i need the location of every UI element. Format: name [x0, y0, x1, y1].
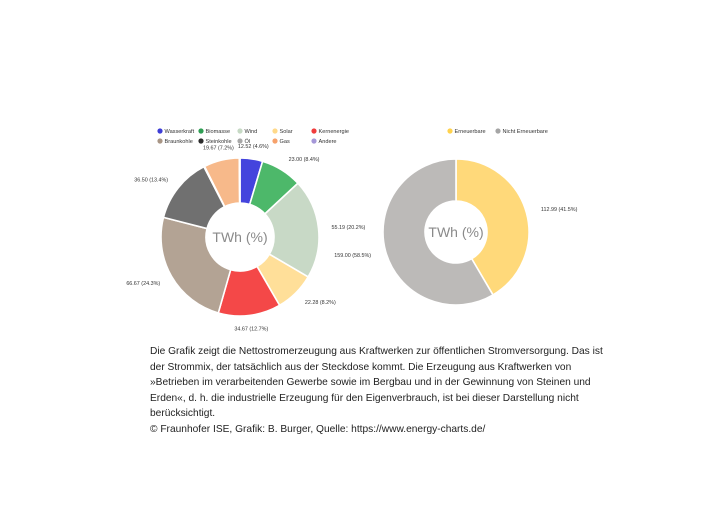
- data-label-nicht-erneuerbare: 159.00 (58.5%): [334, 253, 372, 260]
- legend-label: Solar: [279, 129, 293, 135]
- legend-item-biomasse[interactable]: [198, 128, 230, 135]
- legend-label: Braunkohle: [164, 139, 193, 145]
- chart-caption: [150, 344, 620, 438]
- caption-credit: © Fraunhofer ISE, Grafik: B. Burger, Quelle: https://www.energy-charts.de/: [150, 423, 486, 435]
- legend-item-gas[interactable]: [272, 138, 290, 145]
- legend-item-erneuerbare[interactable]: [447, 128, 485, 135]
- data-label-erneuerbare: 112.99 (41.5%): [540, 206, 578, 213]
- legend-marker: [311, 138, 316, 143]
- energy-mix-donut-chart: [126, 128, 365, 332]
- data-label-braunkohle: 66.67 (24.3%): [126, 280, 161, 287]
- legend-label: Gas: [279, 139, 290, 145]
- chart-legend: [157, 128, 349, 145]
- center-label: TWh (%): [212, 229, 268, 245]
- legend-marker: [272, 138, 277, 143]
- center-label: TWh (%): [428, 224, 484, 240]
- legend-label: Andere: [318, 139, 337, 145]
- legend-label: Öl: [244, 139, 251, 145]
- data-label-biomasse: 23.00 (8.4%): [288, 156, 320, 163]
- data-label-kernenergie: 34.67 (12.7%): [234, 326, 269, 333]
- legend-item-kernenergie[interactable]: [311, 128, 349, 135]
- legend-marker: [237, 138, 242, 143]
- legend-label: Kernenergie: [318, 129, 349, 135]
- legend-marker: [157, 128, 162, 133]
- legend-item-braunkohle[interactable]: [157, 138, 192, 145]
- chart-legend: [447, 128, 548, 135]
- legend-marker: [311, 128, 316, 133]
- legend-item-wasserkraft[interactable]: [157, 128, 194, 135]
- legend-item-nicht-erneuerbare[interactable]: [495, 128, 548, 135]
- legend-marker: [272, 128, 277, 133]
- legend-item-wind[interactable]: [237, 128, 257, 135]
- legend-label: Wind: [244, 129, 258, 135]
- legend-item-solar[interactable]: [272, 128, 292, 135]
- slice-andere[interactable]: [239, 158, 240, 203]
- caption-paragraph: Die Grafik zeigt die Nettostromerzeugung aus Kraftwerken zur öffentlichen Stromversorgung. Das ist der Strommix, der tatsächlich aus der Steckdose kommt. Die Erzeugung aus Kraftwerken von »Betrieben im verarbeitenden Gewerbe sowie im Bergbau und in der Gewinnung von Steinen und Erden«, d. h. die industrielle Erzeugung für den Eigenverbrauch, ist bei dieser Darstellung nicht berücksichtigt.: [150, 346, 603, 420]
- legend-marker: [198, 128, 203, 133]
- legend-label: Wasserkraft: [164, 129, 195, 135]
- legend-marker: [447, 128, 452, 133]
- legend-marker: [157, 138, 162, 143]
- data-label-wind: 55.19 (20.2%): [331, 224, 366, 231]
- renewable-share-donut-chart: [334, 128, 577, 305]
- data-label-gas: 19.67 (7.2%): [202, 145, 234, 152]
- data-label-wasserkraft: 12.52 (4.6%): [237, 143, 269, 150]
- legend-item-andere[interactable]: [311, 138, 336, 145]
- legend-label: Nicht Erneuerbare: [502, 129, 548, 135]
- legend-marker: [495, 128, 500, 133]
- data-label-steinkohle: 36.50 (13.4%): [134, 177, 169, 184]
- legend-label: Erneuerbare: [454, 129, 486, 135]
- data-label-solar: 22.28 (8.2%): [304, 300, 336, 307]
- legend-label: Steinkohle: [205, 139, 232, 145]
- legend-label: Biomasse: [205, 129, 231, 135]
- legend-marker: [237, 128, 242, 133]
- legend-marker: [198, 138, 203, 143]
- legend-item-steinkohle[interactable]: [198, 138, 231, 145]
